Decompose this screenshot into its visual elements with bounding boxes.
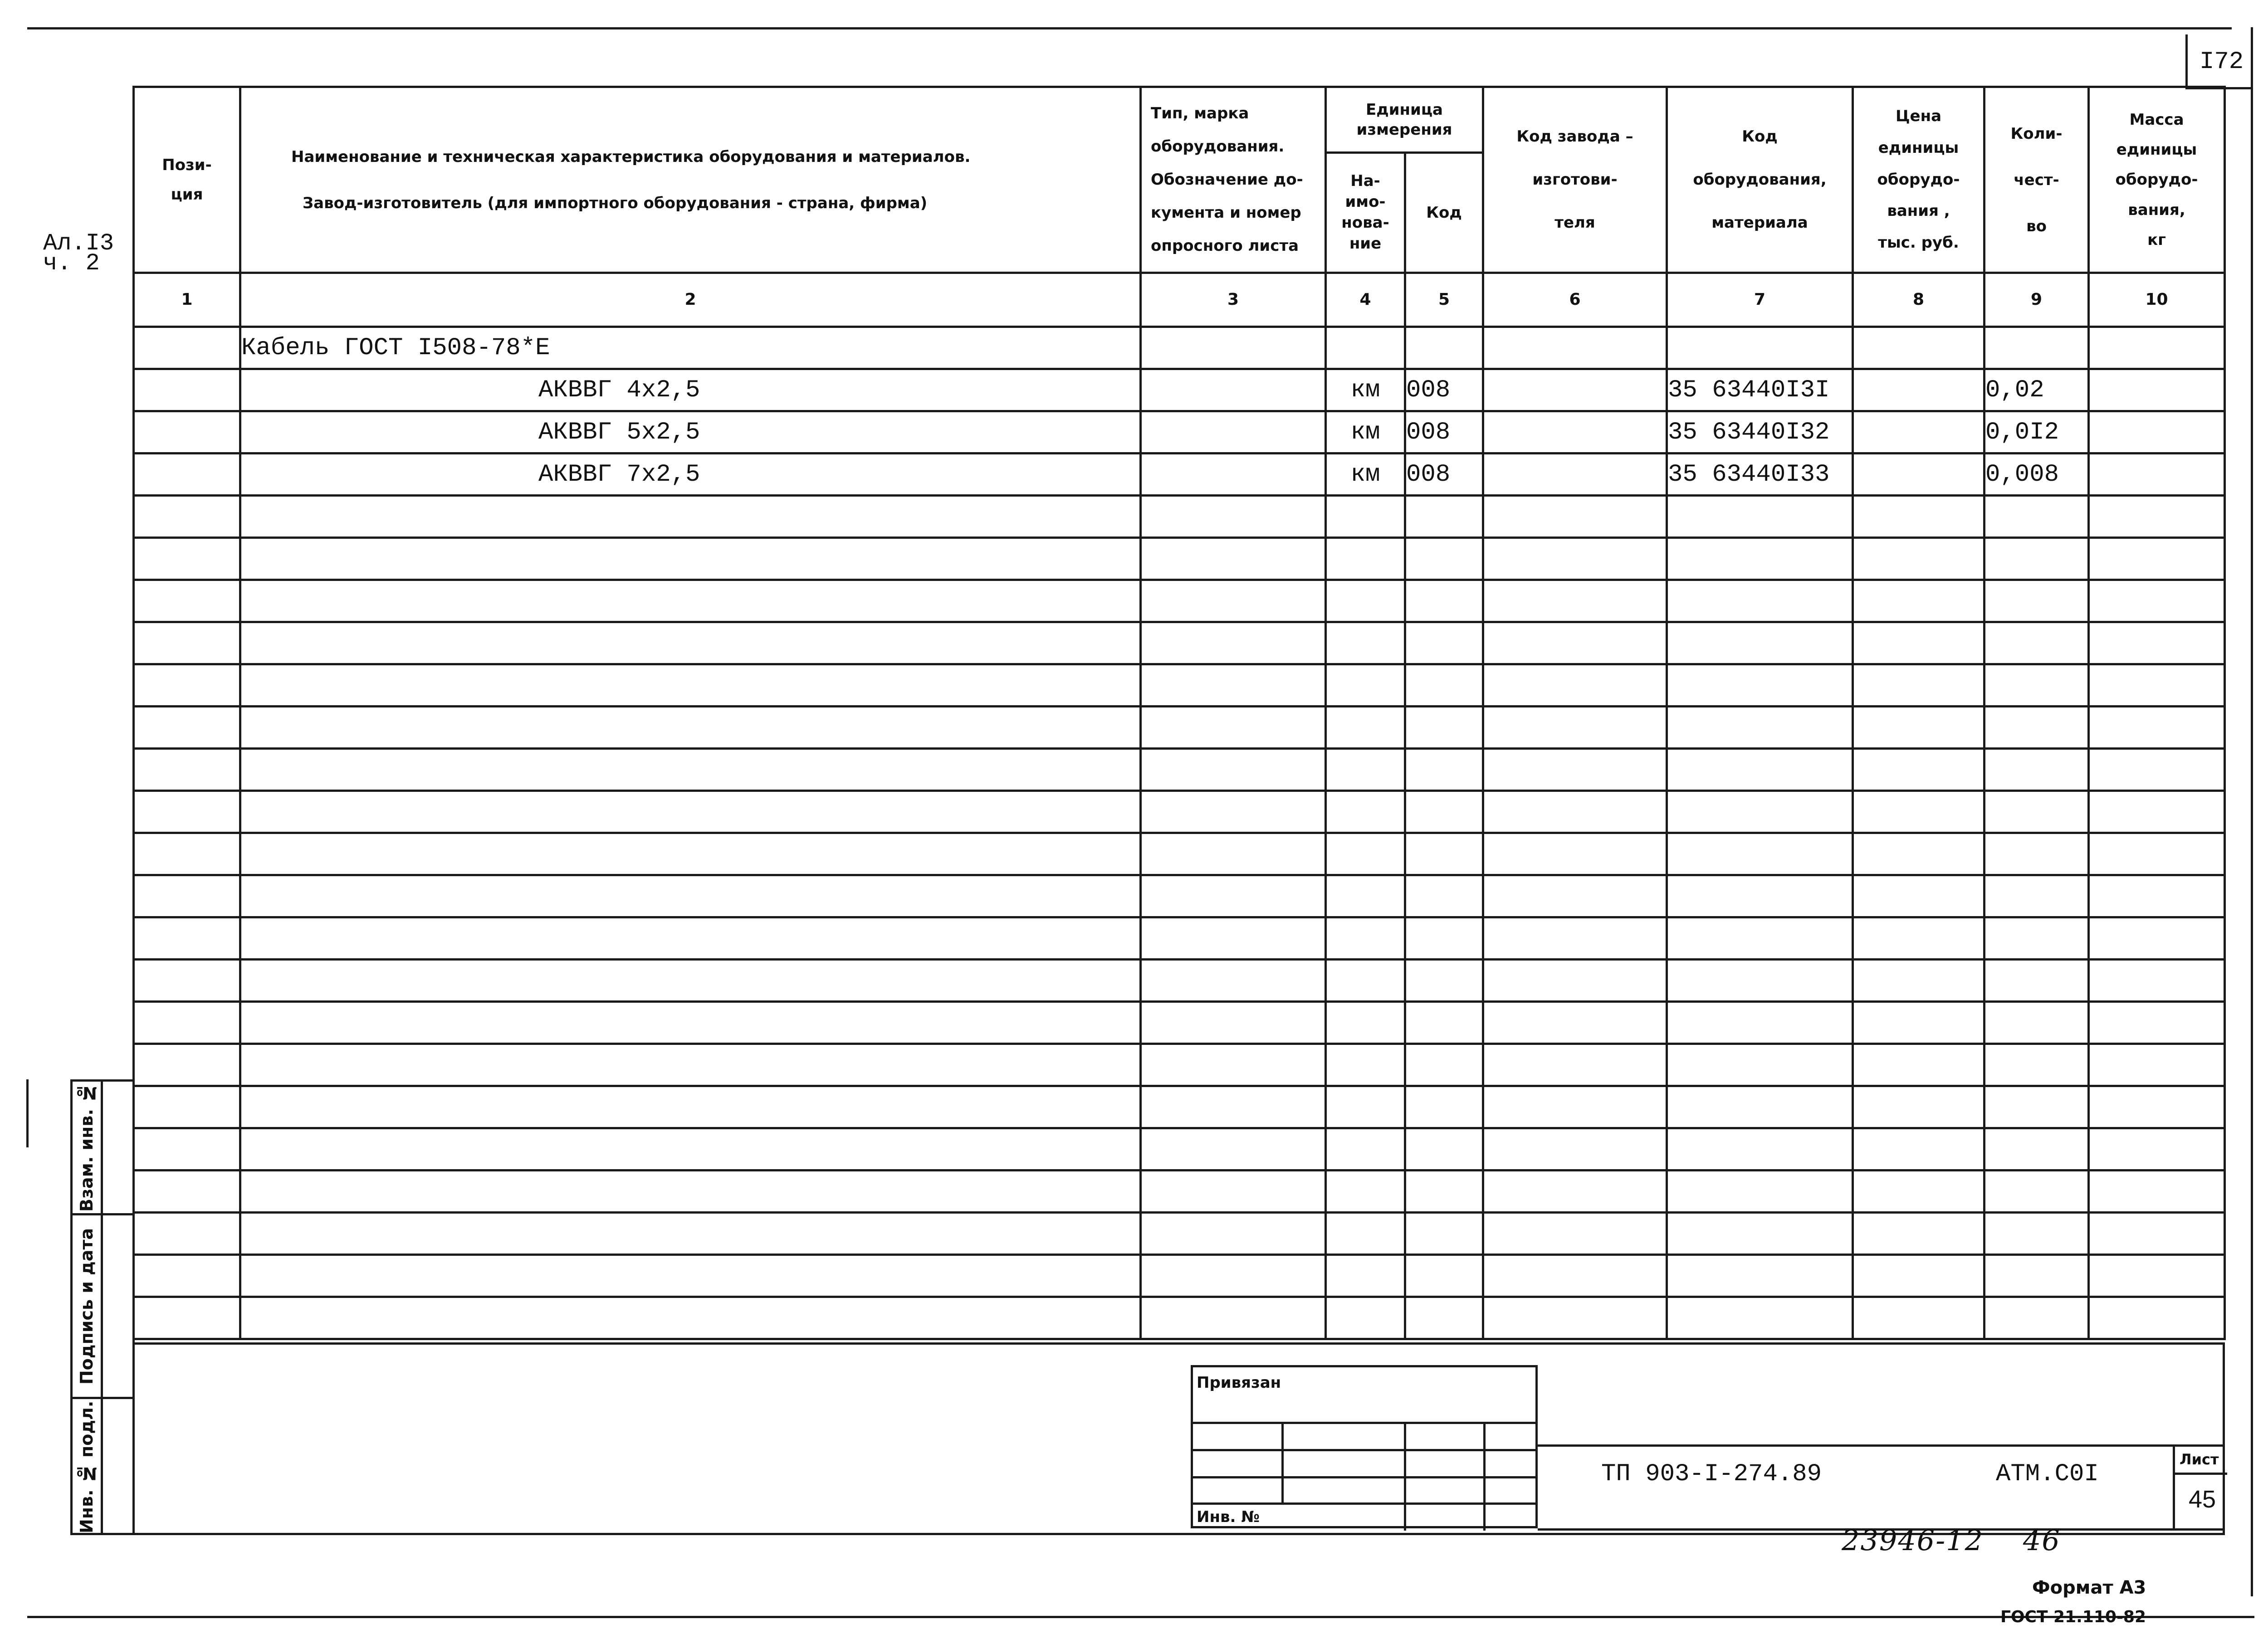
empty-row [134,1213,2225,1255]
empty-cell [240,1213,1141,1255]
left-tick [26,1079,29,1147]
margin-stamp [70,1079,132,1535]
empty-cell [1984,960,2089,1002]
empty-cell [1667,960,1853,1002]
empty-cell [1326,664,1405,707]
empty-cell [1853,1297,1984,1339]
empty-cell [1483,791,1667,833]
empty-cell [1853,538,1984,580]
table-row [134,454,2225,496]
empty-cell [2089,580,2225,622]
item-quantity: 0,02 [1984,369,2089,411]
empty-cell [1326,1044,1405,1086]
side-label [43,230,114,277]
handwritten-reference: 23946-12 46 [1842,1524,2061,1557]
empty-cell [1141,538,1326,580]
empty-cell [134,833,240,875]
empty-cell [1984,707,2089,749]
empty-cell [240,960,1141,1002]
stamp-vzam: Взам. инв. № [77,1083,97,1212]
empty-cell [1326,1297,1405,1339]
header-position: Пози- ция [134,87,240,273]
empty-cell [240,917,1141,960]
header-type: Тип, марка оборудования. Обозначение до- кумента и номер опросного листа [1141,87,1326,273]
empty-cell [1405,749,1483,791]
empty-cell [1984,749,2089,791]
right-rule [2251,27,2253,1596]
empty-cell [1483,1171,1667,1213]
empty-row [134,917,2225,960]
empty-cell [1141,1086,1326,1128]
empty-cell [134,496,240,538]
header-factory-code: Код завода – изготови- теля [1483,87,1667,273]
empty-cell [1853,1044,1984,1086]
empty-cell [1853,1255,1984,1297]
empty-cell [1141,960,1326,1002]
empty-cell [1667,1086,1853,1128]
empty-cell [1853,1128,1984,1171]
empty-cell [1667,664,1853,707]
empty-row [134,1044,2225,1086]
item-equipment-code: 35 63440I3I [1667,369,1853,411]
column-number-row [134,273,2225,327]
empty-cell [240,1128,1141,1171]
empty-cell [2089,1128,2225,1171]
col-number: 6 [1483,273,1667,327]
empty-cell [1483,960,1667,1002]
empty-cell [1667,833,1853,875]
empty-cell [1667,1213,1853,1255]
empty-cell [1984,917,2089,960]
empty-cell [1984,791,2089,833]
empty-cell [1326,496,1405,538]
empty-cell [1326,960,1405,1002]
empty-cell [1405,960,1483,1002]
item-equipment-code: 35 63440I33 [1667,454,1853,496]
item-name: АКВВГ 4х2,5 [240,369,1141,411]
empty-cell [1326,1002,1405,1044]
empty-cell [1984,1171,2089,1213]
empty-row [134,538,2225,580]
header-equipment-code: Код оборудования, материала [1667,87,1853,273]
empty-cell [134,1086,240,1128]
empty-cell [1405,580,1483,622]
empty-cell [240,791,1141,833]
empty-cell [2089,1086,2225,1128]
item-quantity: 0,008 [1984,454,2089,496]
empty-cell [1853,580,1984,622]
empty-row [134,496,2225,538]
empty-cell [1483,580,1667,622]
doc-code: АТМ.С0I [1996,1460,2099,1488]
empty-cell [1141,1255,1326,1297]
empty-cell [2089,664,2225,707]
top-rule [27,27,2232,29]
empty-cell [1483,538,1667,580]
empty-cell [134,791,240,833]
empty-cell [240,496,1141,538]
empty-cell [1853,791,1984,833]
empty-cell [1667,917,1853,960]
empty-cell [1141,1297,1326,1339]
empty-cell [240,875,1141,917]
empty-row [134,580,2225,622]
empty-cell [1405,875,1483,917]
empty-cell [240,664,1141,707]
col-number: 3 [1141,273,1326,327]
empty-cell [1141,580,1326,622]
empty-cell [134,1002,240,1044]
empty-cell [1483,875,1667,917]
empty-cell [1405,1255,1483,1297]
empty-cell [1667,791,1853,833]
empty-cell [2089,1255,2225,1297]
empty-cell [2089,1171,2225,1213]
empty-row [134,707,2225,749]
sheet-box [2173,1444,2225,1531]
col-number: 8 [1853,273,1984,327]
empty-cell [1405,496,1483,538]
header-price: Цена единицы оборудо- вания , тыс. руб. [1853,87,1984,273]
empty-cell [1984,496,2089,538]
stamp-inv-podl: Инв. № подл. [77,1400,97,1534]
empty-cell [1984,1086,2089,1128]
empty-cell [134,875,240,917]
empty-cell [240,1002,1141,1044]
empty-cell [240,538,1141,580]
designation-block [1538,1444,2225,1531]
item-unit-code: 008 [1405,411,1483,454]
empty-cell [1853,1002,1984,1044]
empty-cell [134,917,240,960]
empty-cell [1326,707,1405,749]
specification-table [132,86,2226,1340]
empty-cell [1667,875,1853,917]
empty-cell [1853,917,1984,960]
empty-cell [1405,707,1483,749]
empty-cell [1405,664,1483,707]
empty-cell [1667,1002,1853,1044]
col-number: 4 [1326,273,1405,327]
empty-cell [1853,1171,1984,1213]
empty-cell [1483,1044,1667,1086]
empty-cell [1405,538,1483,580]
empty-cell [1853,875,1984,917]
empty-cell [1141,749,1326,791]
empty-cell [1326,580,1405,622]
header-unit-code: Код [1405,153,1483,273]
empty-cell [1984,1128,2089,1171]
empty-cell [240,1171,1141,1213]
header-name: Наименование и техническая характеристика оборудования и материалов. Завод-изготовитель (для импортного оборудования - страна, фирма) [240,87,1141,273]
empty-cell [1483,833,1667,875]
empty-cell [240,707,1141,749]
empty-cell [240,580,1141,622]
empty-cell [1667,1297,1853,1339]
empty-cell [2089,917,2225,960]
empty-cell [240,1086,1141,1128]
empty-cell [1483,749,1667,791]
empty-cell [240,833,1141,875]
item-quantity: 0,0I2 [1984,411,2089,454]
empty-cell [134,1297,240,1339]
empty-cell [1853,707,1984,749]
empty-cell [1667,580,1853,622]
empty-cell [1326,791,1405,833]
empty-cell [240,749,1141,791]
empty-cell [1667,622,1853,664]
empty-cell [1483,1002,1667,1044]
side-label-line1: Ал.I3 [43,230,114,257]
empty-cell [240,622,1141,664]
col-number: 10 [2089,273,2225,327]
empty-row [134,664,2225,707]
empty-cell [1141,833,1326,875]
empty-cell [134,749,240,791]
empty-cell [1326,1086,1405,1128]
empty-cell [1483,1213,1667,1255]
header-unit-group: Единица измерения [1326,87,1483,153]
col-number: 7 [1667,273,1853,327]
empty-cell [1405,1128,1483,1171]
empty-cell [1984,538,2089,580]
header-quantity: Коли- чест- во [1984,87,2089,273]
empty-row [134,1128,2225,1171]
empty-cell [1984,875,2089,917]
empty-cell [134,664,240,707]
item-unit: км [1326,454,1405,496]
empty-row [134,1086,2225,1128]
empty-cell [1405,791,1483,833]
sheet-label: Лист [2180,1451,2219,1468]
empty-cell [1405,1213,1483,1255]
empty-cell [2089,1213,2225,1255]
empty-row [134,1297,2225,1339]
empty-cell [1853,622,1984,664]
item-equipment-code: 35 63440I32 [1667,411,1853,454]
empty-cell [1141,1128,1326,1171]
empty-cell [134,1128,240,1171]
empty-cell [1405,833,1483,875]
col-number: 9 [1984,273,2089,327]
empty-cell [1326,875,1405,917]
empty-row [134,1171,2225,1213]
item-unit: км [1326,369,1405,411]
item-name: АКВВГ 5х2,5 [240,411,1141,454]
empty-cell [240,1255,1141,1297]
empty-cell [1984,580,2089,622]
empty-cell [1984,833,2089,875]
item-unit-code: 008 [1405,369,1483,411]
empty-cell [1483,1086,1667,1128]
empty-cell [1483,622,1667,664]
empty-cell [1326,1128,1405,1171]
empty-cell [2089,791,2225,833]
empty-cell [1141,622,1326,664]
empty-cell [1326,749,1405,791]
item-name: Кабель ГОСТ I508-78*Е [240,327,1141,369]
empty-cell [134,1171,240,1213]
side-label-line2: ч. 2 [43,250,100,277]
empty-cell [2089,707,2225,749]
empty-cell [1853,960,1984,1002]
empty-cell [1326,538,1405,580]
item-unit-code: 008 [1405,454,1483,496]
empty-cell [1141,1044,1326,1086]
empty-cell [134,1213,240,1255]
table-body [134,327,2225,1339]
empty-cell [1483,1128,1667,1171]
empty-cell [1405,1002,1483,1044]
empty-cell [2089,1044,2225,1086]
empty-cell [134,622,240,664]
empty-cell [2089,749,2225,791]
sheet-number: 45 [2189,1486,2216,1513]
empty-cell [1667,496,1853,538]
empty-cell [1667,1255,1853,1297]
table-row [134,411,2225,454]
empty-cell [1853,833,1984,875]
empty-row [134,622,2225,664]
empty-cell [1667,1171,1853,1213]
empty-cell [1141,496,1326,538]
page-number: I72 [2200,48,2244,76]
header-mass: Масса единицы оборудо- вания, кг [2089,87,2225,273]
privyazan-label: Привязан [1197,1374,1281,1392]
empty-cell [1141,1002,1326,1044]
col-number: 5 [1405,273,1483,327]
empty-cell [1483,1255,1667,1297]
empty-cell [1853,664,1984,707]
col-number: 2 [240,273,1141,327]
empty-cell [1405,1044,1483,1086]
empty-cell [1141,707,1326,749]
privyazan-block [1191,1365,1538,1528]
empty-cell [134,960,240,1002]
bottom-rule [27,1616,2254,1618]
empty-cell [1405,1171,1483,1213]
empty-cell [1853,749,1984,791]
empty-cell [1141,875,1326,917]
col-number: 1 [134,273,240,327]
empty-cell [1326,833,1405,875]
empty-row [134,749,2225,791]
empty-cell [1667,1044,1853,1086]
inv-no-label: Инв. № [1197,1508,1260,1526]
page-number-box [2185,34,2253,89]
empty-cell [1141,664,1326,707]
empty-cell [2089,538,2225,580]
empty-cell [1984,1213,2089,1255]
empty-cell [1326,622,1405,664]
empty-cell [1667,1128,1853,1171]
item-unit: км [1326,411,1405,454]
empty-cell [1405,917,1483,960]
empty-cell [1141,1213,1326,1255]
stamp-podpis: Подпись и дата [77,1228,97,1385]
empty-cell [2089,496,2225,538]
table-bottom-rule [132,1342,2225,1345]
empty-cell [1326,1255,1405,1297]
empty-cell [1483,496,1667,538]
table-row [134,327,2225,369]
empty-cell [1984,1044,2089,1086]
table-left-rule [132,86,135,1535]
format-label: Формат А3 [2032,1577,2146,1598]
item-name: АКВВГ 7х2,5 [240,454,1141,496]
empty-cell [1141,1171,1326,1213]
empty-cell [134,580,240,622]
empty-row [134,833,2225,875]
empty-cell [240,1044,1141,1086]
empty-cell [1667,538,1853,580]
project-code: ТП 903-I-274.89 [1601,1460,1822,1488]
empty-cell [2089,1297,2225,1339]
empty-cell [134,1255,240,1297]
empty-cell [1483,707,1667,749]
empty-cell [1853,1086,1984,1128]
empty-cell [1326,1213,1405,1255]
empty-cell [1984,664,2089,707]
header-unit-name: На- имо- нова- ние [1326,153,1405,273]
empty-cell [1326,1171,1405,1213]
empty-cell [1667,707,1853,749]
empty-cell [1984,622,2089,664]
empty-cell [1853,1213,1984,1255]
empty-cell [134,707,240,749]
gost-label: ГОСТ 21.110-82 [2000,1608,2146,1626]
empty-cell [2089,833,2225,875]
empty-row [134,960,2225,1002]
empty-cell [2089,875,2225,917]
empty-row [134,791,2225,833]
empty-cell [1405,622,1483,664]
empty-row [134,1255,2225,1297]
empty-cell [2089,1002,2225,1044]
empty-cell [1984,1002,2089,1044]
empty-cell [2089,960,2225,1002]
empty-cell [1405,1297,1483,1339]
empty-cell [1483,1297,1667,1339]
empty-row [134,1002,2225,1044]
empty-cell [1405,1086,1483,1128]
empty-cell [1326,917,1405,960]
empty-cell [2089,622,2225,664]
empty-cell [1853,496,1984,538]
empty-cell [240,1297,1141,1339]
empty-cell [1984,1255,2089,1297]
empty-row [134,875,2225,917]
empty-cell [134,1044,240,1086]
empty-cell [1667,749,1853,791]
empty-cell [134,538,240,580]
empty-cell [1984,1297,2089,1339]
empty-cell [1141,791,1326,833]
table-row [134,369,2225,411]
empty-cell [1483,664,1667,707]
empty-cell [1141,917,1326,960]
empty-cell [1483,917,1667,960]
